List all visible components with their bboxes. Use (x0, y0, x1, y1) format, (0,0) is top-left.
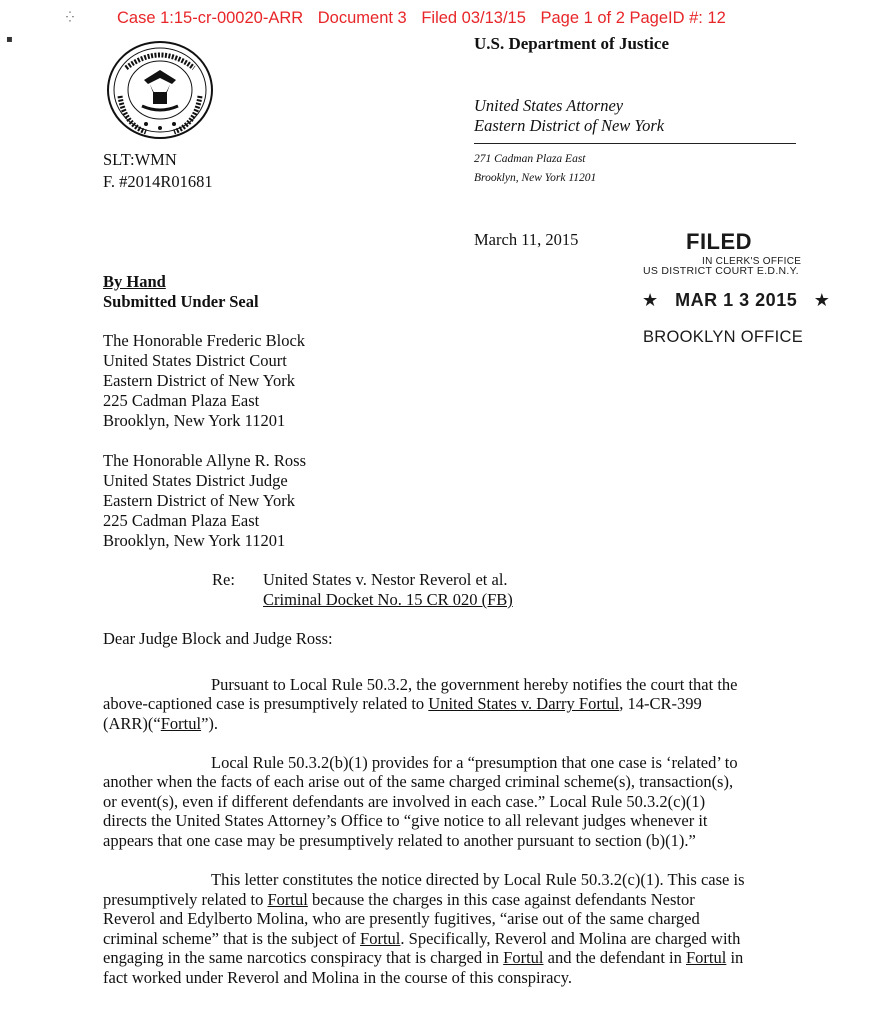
header-document: Document 3 (317, 9, 407, 27)
text-run: ”). (201, 714, 219, 733)
seal-notice: Submitted Under Seal (103, 292, 259, 311)
addressee-line: 225 Cadman Plaza East (103, 511, 260, 530)
p2-line: appears that one case may be presumptively related to another pursuant to section (b)(1).” (103, 831, 696, 850)
text-run: criminal scheme” that is the subject of (103, 929, 361, 948)
filed-stamp-date-text: MAR 1 3 2015 (675, 290, 798, 310)
text-run: because the charges in this case against defendants Nestor (307, 890, 695, 909)
text-run: presumptively related to (103, 890, 268, 909)
case-short-name: Fortul (160, 714, 202, 733)
addressee-line: The Honorable Allyne R. Ross (103, 451, 307, 470)
text-run: in (726, 948, 744, 967)
text-run: engaging in the same narcotics conspiracy that is charged in (103, 948, 504, 967)
addressee-line: Brooklyn, New York 11201 (103, 531, 286, 550)
p3-line: This letter constitutes the notice directed by Local Rule 50.3.2(c)(1). This case is (211, 870, 745, 889)
delivery-method: By Hand (103, 272, 166, 291)
star-icon: ★ (642, 290, 659, 310)
file-number: F. #2014R01681 (103, 172, 213, 191)
text-run: and the defendant in (543, 948, 686, 967)
p1-line (103, 694, 803, 714)
salutation: Dear Judge Block and Judge Ross: (103, 629, 333, 648)
addressee-line: Eastern District of New York (103, 491, 296, 510)
filed-stamp-clerk: IN CLERK'S OFFICE (702, 256, 802, 267)
case-short-name: Fortul (267, 890, 308, 909)
addressee-line: Eastern District of New York (103, 371, 296, 390)
p3-line (103, 948, 803, 968)
addressee-line: 225 Cadman Plaza East (103, 391, 260, 410)
case-short-name: Fortul (360, 929, 401, 948)
p1-line: Pursuant to Local Rule 50.3.2, the government hereby notifies the court that the (211, 675, 738, 694)
header-case-number: Case 1:15-cr-00020-ARR (117, 9, 304, 27)
addressee-line: United States District Court (103, 351, 287, 370)
text-run: above-captioned case is presumptively related to (103, 694, 429, 713)
addressee-block-block (103, 331, 305, 431)
scan-speck: ⁛ (66, 12, 74, 23)
re-docket: Criminal Docket No. 15 CR 020 (FB) (263, 590, 513, 609)
p2-line: Local Rule 50.3.2(b)(1) provides for a “presumption that one case is ‘related’ to (211, 753, 738, 772)
p3-line (103, 929, 803, 949)
letter-date: March 11, 2015 (474, 230, 579, 249)
filed-stamp-title: FILED (686, 229, 753, 254)
p2-line: directs the United States Attorney’s Office to “give notice to all relevant judges whenever it (103, 811, 708, 830)
text-run: (ARR)(“ (103, 714, 161, 733)
case-short-name: Fortul (686, 948, 727, 967)
p3-line: Reverol and Edylberto Molina, who are presently fugitives, “arise out of the same charged (103, 909, 700, 928)
office-address-street: 271 Cadman Plaza East (474, 153, 586, 165)
addressee-line: The Honorable Frederic Block (103, 331, 306, 350)
doj-seal-icon (106, 40, 214, 140)
header-page-info: Page 1 of 2 PageID #: 12 (540, 9, 726, 27)
re-label: Re: (212, 570, 235, 589)
initials-ref: SLT:WMN (103, 150, 177, 169)
office-district: Eastern District of New York (474, 116, 665, 135)
filed-stamp-date (642, 290, 830, 310)
case-short-name: Fortul (503, 948, 544, 967)
p2-line: or event(s), even if different defendants are involved in each case.” Local Rule 50.3.2(c)(1) (103, 792, 706, 811)
header-filed-date: Filed 03/13/15 (421, 9, 526, 27)
p1-line (103, 714, 803, 734)
letterhead-rule (474, 143, 796, 144)
filed-stamp-court: US DISTRICT COURT E.D.N.Y. (643, 265, 799, 277)
addressee-line: United States District Judge (103, 471, 288, 490)
department-name: U.S. Department of Justice (474, 34, 669, 53)
office-title: United States Attorney (474, 96, 624, 115)
ecf-header (117, 8, 736, 28)
p2-line: another when the facts of each arise out of the same charged criminal scheme(s), transaction(s), (103, 772, 734, 791)
p3-line: fact worked under Reverol and Molina in the course of this conspiracy. (103, 968, 573, 987)
re-caption: United States v. Nestor Reverol et al. (263, 570, 508, 589)
scan-speck: ▪ (6, 34, 13, 45)
star-icon: ★ (813, 290, 831, 310)
text-run: , 14-CR-399 (619, 694, 702, 713)
p3-line (103, 890, 803, 910)
addressee-block-ross (103, 451, 306, 551)
text-run: . Specifically, Reverol and Molina are charged with (400, 929, 741, 948)
office-address-city: Brooklyn, New York 11201 (474, 172, 597, 184)
filed-stamp-office: BROOKLYN OFFICE (643, 328, 804, 346)
addressee-line: Brooklyn, New York 11201 (103, 411, 286, 430)
case-citation: United States v. Darry Fortul (428, 694, 620, 713)
